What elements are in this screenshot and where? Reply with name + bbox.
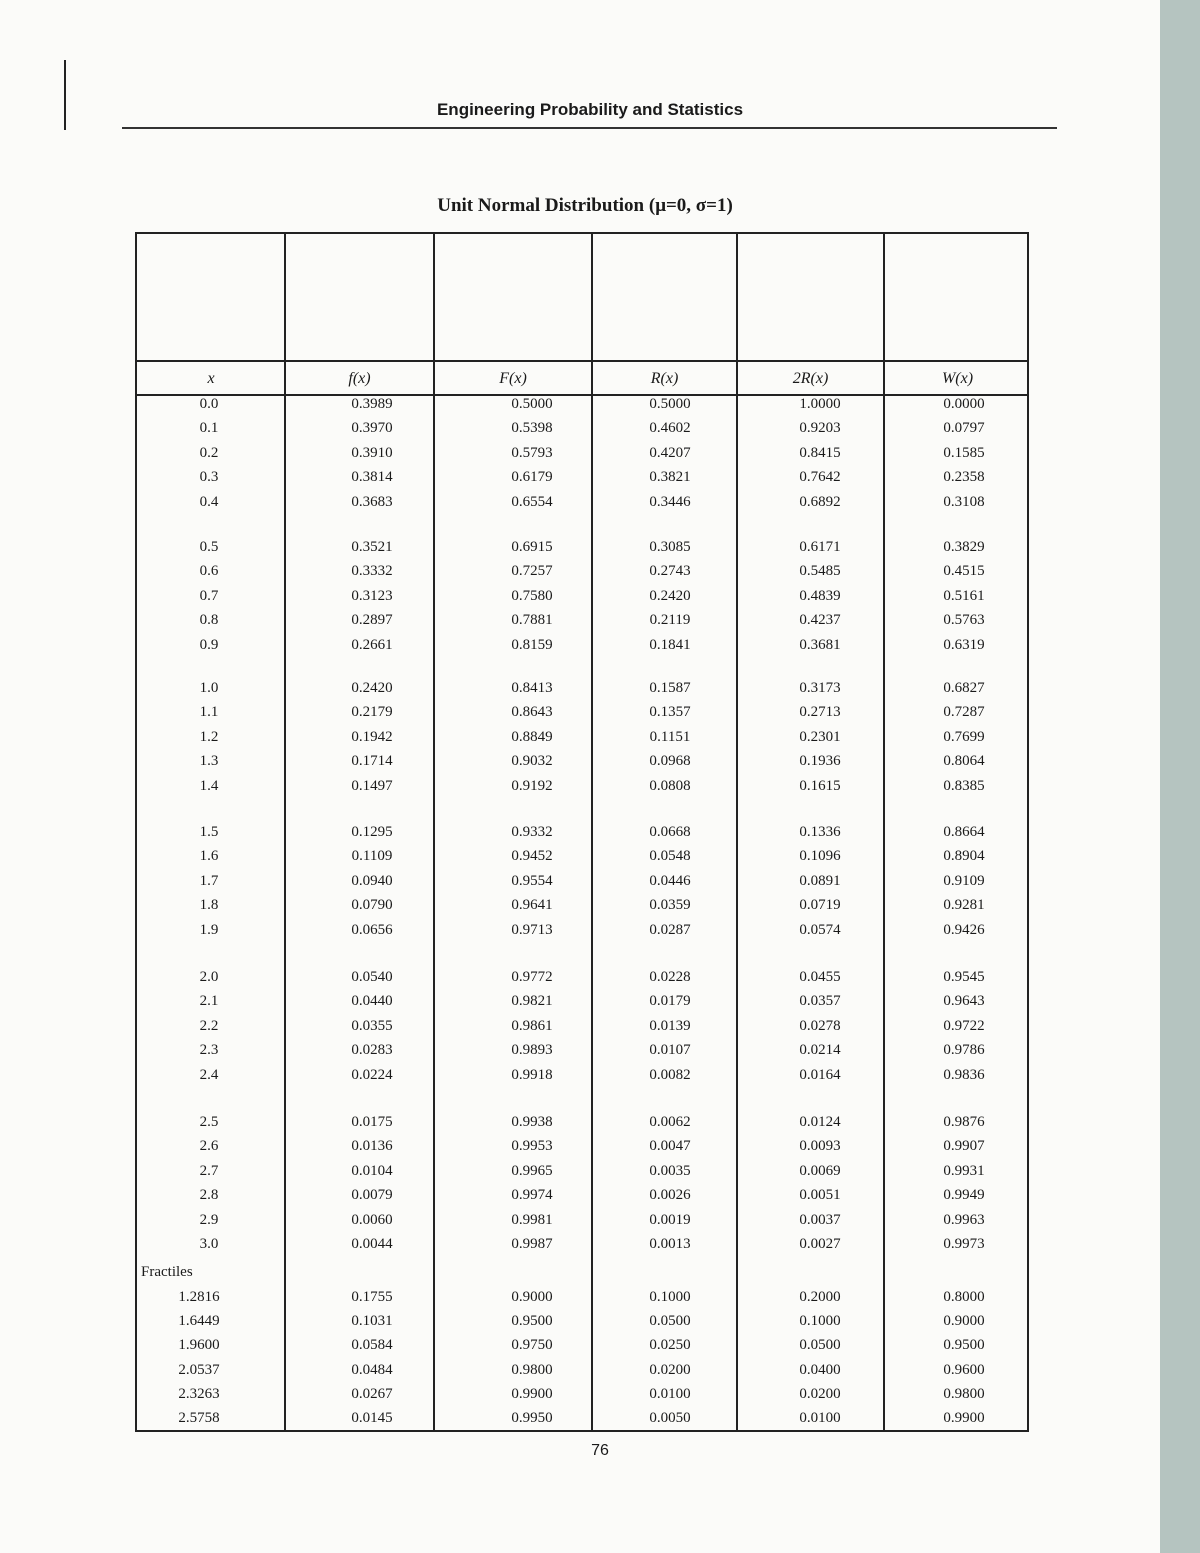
cell-W: 0.1585 <box>943 444 985 461</box>
x-value: 0.5 <box>199 539 219 555</box>
cell-F: 0.9981 <box>511 1211 553 1228</box>
running-header: Engineering Probability and Statistics <box>436 100 744 119</box>
cell-W: 0.0000 <box>943 396 985 412</box>
cell-2R: 0.0164 <box>799 1066 841 1083</box>
cell-R: 0.0500 <box>649 1313 691 1330</box>
x-value: 0.0 <box>199 396 219 412</box>
divider <box>137 360 1027 362</box>
x-value: 0.9 <box>199 636 219 653</box>
cell-R: 0.0013 <box>649 1236 691 1252</box>
cell-F: 0.8643 <box>511 704 553 721</box>
cell-2R: 0.0093 <box>799 1138 841 1155</box>
cell-W: 0.9836 <box>943 1066 985 1083</box>
cell-R: 0.0082 <box>649 1066 691 1083</box>
cell-F: 0.9750 <box>511 1337 553 1354</box>
cell-R: 0.3446 <box>649 493 691 510</box>
x-value: 0.3 <box>199 469 219 486</box>
cell-2R: 0.0027 <box>799 1236 841 1252</box>
cell-f: 0.0540 <box>351 969 393 985</box>
cell-2R: 0.0200 <box>799 1385 841 1402</box>
cell-R: 0.0359 <box>649 897 691 914</box>
cell-2R: 0.0719 <box>799 897 841 914</box>
cell-W: 0.9109 <box>943 872 985 889</box>
cell-F: 0.9974 <box>511 1187 553 1204</box>
cell-R: 0.3085 <box>649 539 691 555</box>
cell-W: 0.9949 <box>943 1187 985 1204</box>
cell-F: 0.9192 <box>511 777 553 794</box>
cell-f: 0.2179 <box>351 704 393 721</box>
cell-F: 0.9918 <box>511 1066 553 1083</box>
cell-f: 0.3683 <box>351 493 393 510</box>
cell-f: 0.0079 <box>351 1187 393 1204</box>
column-header: x <box>207 370 215 387</box>
cell-F: 0.9332 <box>511 824 553 840</box>
cell-R: 0.0446 <box>649 872 691 889</box>
cell-F: 0.5398 <box>511 420 553 437</box>
cell-F: 0.9861 <box>511 1017 553 1034</box>
cell-R: 0.0050 <box>649 1410 691 1426</box>
cell-F: 0.6915 <box>511 539 553 555</box>
x-value: 2.0537 <box>178 1361 220 1378</box>
cell-2R: 0.0214 <box>799 1042 841 1059</box>
cell-F: 0.6179 <box>511 469 553 486</box>
scan-background <box>1160 0 1200 1553</box>
x-value: 1.1 <box>199 704 219 721</box>
cell-R: 0.0668 <box>649 824 691 840</box>
cell-R: 0.0026 <box>649 1187 691 1204</box>
x-value: 0.2 <box>199 444 219 461</box>
cell-F: 0.8413 <box>511 680 553 696</box>
cell-f: 0.0584 <box>351 1337 393 1354</box>
cell-W: 0.9281 <box>943 897 985 914</box>
cell-F: 0.9772 <box>511 969 553 985</box>
cell-f: 0.1714 <box>351 753 393 770</box>
x-value: 1.0 <box>199 680 219 696</box>
cell-2R: 0.2000 <box>799 1289 841 1305</box>
cell-f: 0.2661 <box>351 636 393 653</box>
cell-W: 0.2358 <box>943 469 985 486</box>
cell-R: 0.2420 <box>649 587 691 604</box>
cell-F: 0.7881 <box>511 612 553 629</box>
cell-F: 0.9965 <box>511 1162 553 1179</box>
cell-F: 0.9713 <box>511 921 553 938</box>
cell-W: 0.9545 <box>943 969 985 985</box>
cell-W: 0.9643 <box>943 993 985 1010</box>
x-value: 0.4 <box>199 493 219 510</box>
cell-F: 0.9641 <box>511 897 553 914</box>
cell-W: 0.9786 <box>943 1042 985 1059</box>
x-value: 2.8 <box>199 1187 219 1204</box>
cell-W: 0.9000 <box>943 1313 985 1330</box>
x-value: 2.3 <box>199 1042 219 1059</box>
cell-F: 0.9032 <box>511 753 553 770</box>
cell-f: 0.0104 <box>351 1162 393 1179</box>
cell-2R: 0.3681 <box>799 636 841 653</box>
cell-W: 0.4515 <box>943 563 985 580</box>
x-value: 1.6449 <box>178 1313 220 1330</box>
cell-f: 0.0283 <box>351 1042 393 1059</box>
cell-f: 0.3910 <box>351 444 393 461</box>
x-value: 1.3 <box>199 753 219 770</box>
cell-f: 0.0790 <box>351 897 393 914</box>
cell-2R: 0.7642 <box>799 469 841 486</box>
x-value: 0.7 <box>199 587 219 604</box>
cell-R: 0.1357 <box>649 704 691 721</box>
x-value: 1.9600 <box>178 1337 220 1354</box>
cell-F: 0.9800 <box>511 1361 553 1378</box>
x-value: 1.8 <box>199 897 219 914</box>
cell-R: 0.0179 <box>649 993 691 1010</box>
cell-W: 0.3829 <box>943 539 985 555</box>
cell-f: 0.3332 <box>351 563 393 580</box>
cell-W: 0.8664 <box>943 824 985 840</box>
cell-W: 0.9600 <box>943 1361 985 1378</box>
cell-2R: 0.0124 <box>799 1114 841 1130</box>
x-value: 0.6 <box>199 563 219 580</box>
cell-f: 0.0145 <box>351 1410 393 1426</box>
cell-W: 0.5763 <box>943 612 985 629</box>
cell-2R: 0.4839 <box>799 587 841 604</box>
cell-f: 0.0355 <box>351 1017 393 1034</box>
cell-F: 0.9000 <box>511 1289 553 1305</box>
cell-F: 0.9554 <box>511 872 553 889</box>
cell-W: 0.9722 <box>943 1017 985 1034</box>
cell-F: 0.9893 <box>511 1042 553 1059</box>
column-header: R(x) <box>650 370 679 387</box>
cell-R: 0.1587 <box>649 680 691 696</box>
cell-2R: 0.5485 <box>799 563 841 580</box>
cell-W: 0.6319 <box>943 636 985 653</box>
header-rule <box>122 127 1057 129</box>
fractiles-label: Fractiles <box>141 1264 193 1280</box>
column-divider <box>284 234 286 1430</box>
cell-f: 0.1755 <box>351 1289 393 1305</box>
cell-f: 0.3814 <box>351 469 393 486</box>
x-value: 0.8 <box>199 612 219 629</box>
cell-f: 0.3123 <box>351 587 393 604</box>
cell-R: 0.0062 <box>649 1114 691 1130</box>
cell-2R: 0.0574 <box>799 921 841 938</box>
cell-f: 0.1031 <box>351 1313 393 1330</box>
cell-F: 0.9452 <box>511 848 553 865</box>
cell-F: 0.8159 <box>511 636 553 653</box>
cell-W: 0.8385 <box>943 777 985 794</box>
column-header: W(x) <box>941 370 974 387</box>
cell-W: 0.9907 <box>943 1138 985 1155</box>
cell-f: 0.0060 <box>351 1211 393 1228</box>
cell-W: 0.8000 <box>943 1289 985 1305</box>
cell-2R: 0.6171 <box>799 539 841 555</box>
cell-R: 0.1841 <box>649 636 691 653</box>
cell-2R: 0.0037 <box>799 1211 841 1228</box>
cell-2R: 0.1936 <box>799 753 841 770</box>
cell-f: 0.0136 <box>351 1138 393 1155</box>
cell-R: 0.0250 <box>649 1337 691 1354</box>
cell-W: 0.8904 <box>943 848 985 865</box>
cell-f: 0.0656 <box>351 921 393 938</box>
cell-f: 0.0175 <box>351 1114 393 1130</box>
cell-f: 0.0484 <box>351 1361 393 1378</box>
cell-R: 0.0107 <box>649 1042 691 1059</box>
cell-F: 0.8849 <box>511 728 553 745</box>
table-title: Unit Normal Distribution (μ=0, σ=1) <box>437 195 733 216</box>
cell-2R: 1.0000 <box>799 396 841 412</box>
column-divider <box>433 234 435 1430</box>
x-value: 2.7 <box>199 1162 219 1179</box>
cell-R: 0.0228 <box>649 969 691 985</box>
cell-W: 0.9900 <box>943 1410 985 1426</box>
column-divider <box>883 234 885 1430</box>
cell-f: 0.0267 <box>351 1385 393 1402</box>
cell-R: 0.0139 <box>649 1017 691 1034</box>
x-value: 2.5 <box>199 1114 219 1130</box>
cell-f: 0.3970 <box>351 420 393 437</box>
cell-F: 0.9938 <box>511 1114 553 1130</box>
cell-F: 0.9900 <box>511 1385 553 1402</box>
cell-W: 0.9500 <box>943 1337 985 1354</box>
cell-R: 0.0808 <box>649 777 691 794</box>
cell-F: 0.9950 <box>511 1410 553 1426</box>
cell-W: 0.3108 <box>943 493 985 510</box>
cell-R: 0.0968 <box>649 753 691 770</box>
cell-W: 0.5161 <box>943 587 985 604</box>
cell-F: 0.9987 <box>511 1236 553 1252</box>
cell-W: 0.7287 <box>943 704 985 721</box>
cell-W: 0.9963 <box>943 1211 985 1228</box>
column-header: F(x) <box>499 370 527 387</box>
x-value: 1.5 <box>199 824 219 840</box>
cell-R: 0.1000 <box>649 1289 691 1305</box>
x-value: 1.2 <box>199 728 219 745</box>
cell-2R: 0.0100 <box>799 1410 841 1426</box>
cell-2R: 0.1615 <box>799 777 841 794</box>
cell-W: 0.9973 <box>943 1236 985 1252</box>
cell-2R: 0.0500 <box>799 1337 841 1354</box>
cell-2R: 0.0069 <box>799 1162 841 1179</box>
cell-2R: 0.6892 <box>799 493 841 510</box>
x-value: 1.7 <box>199 872 219 889</box>
column-header: 2R(x) <box>792 370 829 387</box>
cell-R: 0.2743 <box>649 563 691 580</box>
cell-F: 0.7257 <box>511 563 553 580</box>
cell-W: 0.9800 <box>943 1385 985 1402</box>
cell-R: 0.3821 <box>649 469 691 486</box>
cell-2R: 0.2301 <box>799 728 841 745</box>
cell-F: 0.9500 <box>511 1313 553 1330</box>
cell-2R: 0.0455 <box>799 969 841 985</box>
x-value: 2.6 <box>199 1138 219 1155</box>
cell-W: 0.0797 <box>943 420 985 437</box>
cell-R: 0.0019 <box>649 1211 691 1228</box>
column-divider <box>736 234 738 1430</box>
x-value: 2.3263 <box>178 1385 220 1402</box>
cell-W: 0.9876 <box>943 1114 985 1130</box>
cell-F: 0.9821 <box>511 993 553 1010</box>
cell-f: 0.1109 <box>351 848 393 865</box>
x-value: 2.2 <box>199 1017 219 1034</box>
cell-2R: 0.0278 <box>799 1017 841 1034</box>
x-value: 1.9 <box>199 921 219 938</box>
cell-F: 0.7580 <box>511 587 553 604</box>
cell-R: 0.0200 <box>649 1361 691 1378</box>
cell-W: 0.9426 <box>943 921 985 938</box>
cell-W: 0.9931 <box>943 1162 985 1179</box>
cell-f: 0.0044 <box>351 1236 393 1252</box>
cell-F: 0.9953 <box>511 1138 553 1155</box>
cell-f: 0.0940 <box>351 872 393 889</box>
cell-W: 0.6827 <box>943 680 985 696</box>
normal-distribution-table <box>135 232 1029 1432</box>
cell-f: 0.1942 <box>351 728 393 745</box>
cell-f: 0.2897 <box>351 612 393 629</box>
cell-f: 0.0224 <box>351 1066 393 1083</box>
cell-f: 0.3989 <box>351 396 393 412</box>
cell-2R: 0.0357 <box>799 993 841 1010</box>
cell-f: 0.1497 <box>351 777 393 794</box>
x-value: 1.2816 <box>178 1289 220 1305</box>
cell-f: 0.1295 <box>351 824 393 840</box>
cell-R: 0.0287 <box>649 921 691 938</box>
x-value: 2.9 <box>199 1211 219 1228</box>
x-value: 2.4 <box>199 1066 219 1083</box>
x-value: 1.6 <box>199 848 219 865</box>
cell-R: 0.0548 <box>649 848 691 865</box>
cell-2R: 0.8415 <box>799 444 841 461</box>
cell-2R: 0.1000 <box>799 1313 841 1330</box>
cell-R: 0.2119 <box>649 612 691 629</box>
cell-2R: 0.9203 <box>799 420 841 437</box>
cell-R: 0.4602 <box>649 420 691 437</box>
cell-2R: 0.0400 <box>799 1361 841 1378</box>
cell-f: 0.0440 <box>351 993 393 1010</box>
cell-R: 0.5000 <box>649 396 691 412</box>
cell-F: 0.6554 <box>511 493 553 510</box>
cell-R: 0.1151 <box>649 728 691 745</box>
cell-W: 0.7699 <box>943 728 985 745</box>
x-value: 2.0 <box>199 969 219 985</box>
column-header: f(x) <box>348 370 371 387</box>
cell-2R: 0.3173 <box>799 680 841 696</box>
cell-2R: 0.1096 <box>799 848 841 865</box>
x-value: 2.1 <box>199 993 219 1010</box>
page-number: 76 <box>591 1442 609 1459</box>
cell-R: 0.0035 <box>649 1162 691 1179</box>
cell-2R: 0.4237 <box>799 612 841 629</box>
cell-2R: 0.2713 <box>799 704 841 721</box>
cell-R: 0.0047 <box>649 1138 691 1155</box>
cell-W: 0.8064 <box>943 753 985 770</box>
x-value: 3.0 <box>199 1236 219 1252</box>
cell-R: 0.0100 <box>649 1385 691 1402</box>
cell-2R: 0.0891 <box>799 872 841 889</box>
cell-R: 0.4207 <box>649 444 691 461</box>
x-value: 2.5758 <box>178 1410 220 1426</box>
x-value: 1.4 <box>199 777 219 794</box>
cell-F: 0.5793 <box>511 444 553 461</box>
cell-f: 0.2420 <box>351 680 393 696</box>
cell-F: 0.5000 <box>511 396 553 412</box>
cell-f: 0.3521 <box>351 539 393 555</box>
cell-2R: 0.0051 <box>799 1187 841 1204</box>
x-value: 0.1 <box>199 420 219 437</box>
cell-2R: 0.1336 <box>799 824 841 840</box>
